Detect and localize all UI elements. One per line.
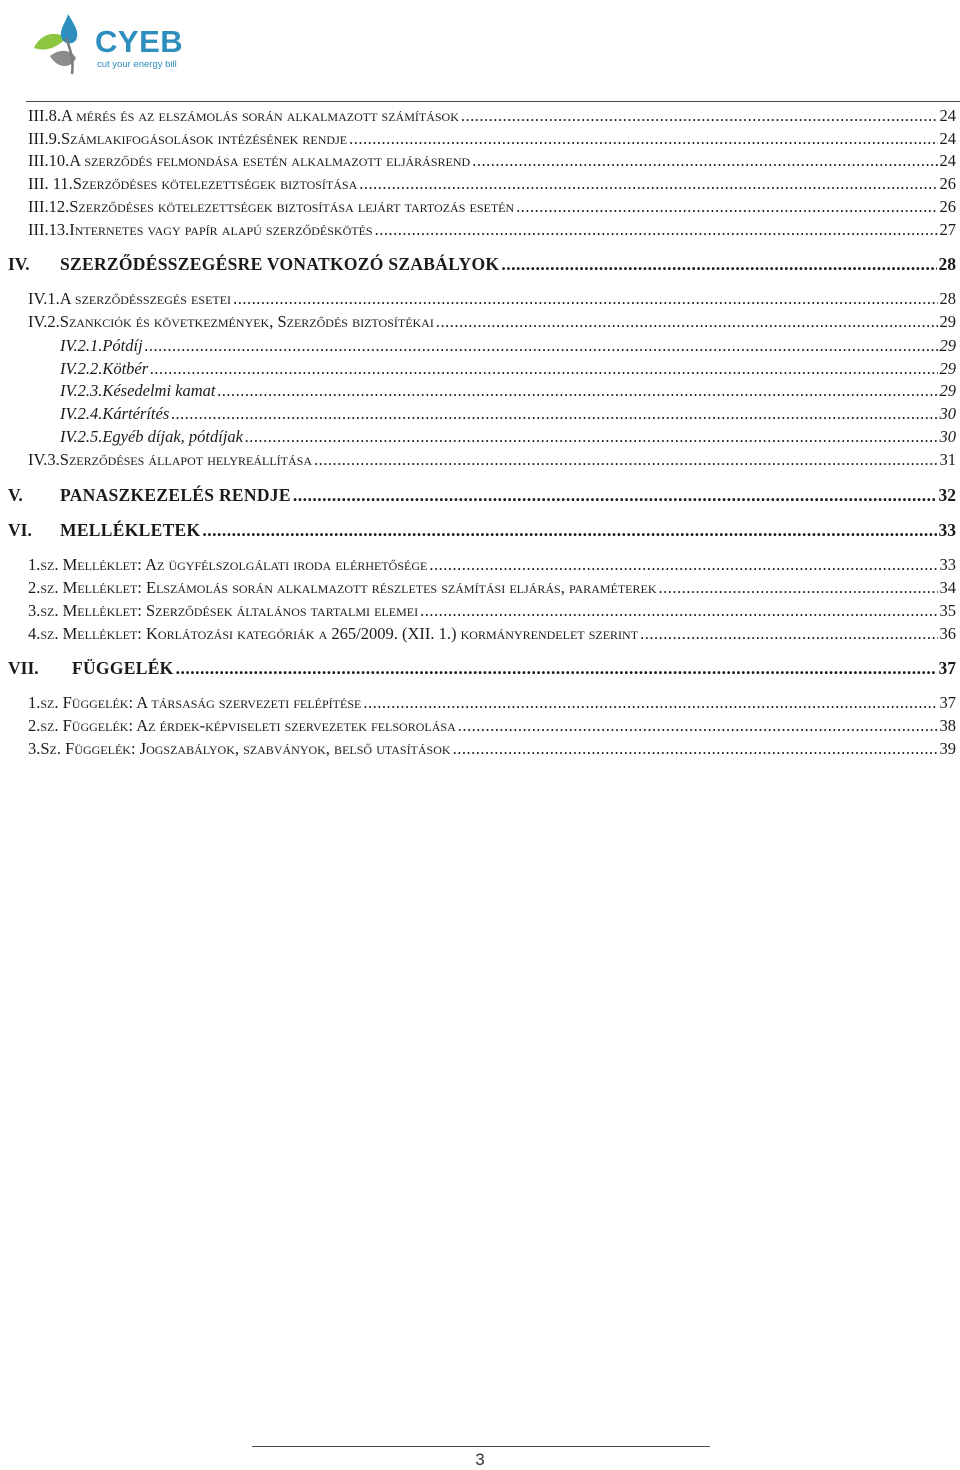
toc-entry-page: 33: [939, 555, 956, 574]
toc-entry[interactable]: [28, 151, 956, 171]
company-logo: [30, 8, 200, 78]
brand-name: CYEB: [95, 24, 184, 59]
brand-tagline: cut your energy bill: [97, 59, 177, 70]
toc-entry-number: IV.3.: [28, 450, 60, 469]
toc-entry-number: IV.2.: [28, 312, 60, 331]
toc-entry-title: PANASZKEZELÉS RENDJE: [60, 485, 291, 505]
toc-entry-number: IV.2.5.: [60, 427, 103, 446]
toc-entry-number: IV.2.2.: [60, 359, 103, 378]
toc-entry-title: Egyéb díjak, pótdíjak: [102, 427, 243, 446]
toc-entry-title: sz. Függelék: Az érdek-képviseleti szervezetek felsorolása: [40, 716, 456, 735]
toc-leader-dots: [150, 359, 937, 379]
toc-entry[interactable]: [60, 404, 956, 424]
toc-entry[interactable]: [28, 220, 956, 240]
toc-entry-page: 35: [939, 601, 956, 620]
toc-entry[interactable]: [60, 381, 956, 401]
toc-leader-dots: [420, 601, 937, 621]
toc-leader-dots: [461, 106, 938, 126]
toc-entry-number: III. 11.: [28, 174, 73, 193]
toc-entry-page: 37: [938, 658, 956, 678]
toc-leader-dots: [375, 220, 938, 240]
toc-entry-number: 3.: [28, 601, 41, 620]
toc-entry-page: 29: [939, 336, 956, 355]
toc-entry-number: 4.: [28, 624, 41, 643]
toc-leader-dots: [349, 129, 937, 149]
toc-entry-title: A szerződésszegés esetei: [59, 289, 232, 308]
toc-leader-dots: [293, 485, 937, 506]
toc-entry[interactable]: [28, 601, 956, 621]
toc-entry[interactable]: [28, 106, 956, 126]
toc-entry[interactable]: [8, 658, 956, 679]
toc-entry-page: 33: [938, 520, 956, 540]
toc-leader-dots: [218, 381, 938, 401]
toc-entry-number: 1.: [28, 555, 41, 574]
toc-leader-dots: [472, 151, 937, 171]
toc-entry-title: sz. Melléklet: Az ügyfélszolgálati iroda elérhetősége: [40, 555, 428, 574]
header-divider: [26, 101, 960, 102]
toc-entry-page: 28: [939, 289, 956, 308]
toc-entry-title: Pótdíj: [102, 336, 143, 355]
toc-entry-page: 26: [939, 197, 956, 216]
toc-entry[interactable]: [8, 485, 956, 506]
toc-leader-dots: [245, 427, 938, 447]
toc-entry-title: Kötbér: [102, 359, 149, 378]
toc-entry-number: VI.: [8, 520, 32, 540]
toc-entry-page: 24: [939, 106, 956, 125]
toc-entry[interactable]: [28, 555, 956, 575]
toc-entry-title: sz. Függelék: A társaság szervezeti felépítése: [40, 693, 362, 712]
toc-entry[interactable]: [28, 129, 956, 149]
toc-entry-title: A mérés és az elszámolás során alkalmazott számítások: [60, 106, 459, 125]
toc-entry-number: III.13.: [28, 220, 70, 239]
toc-entry-title: Szerződéses kötelezettségek biztosítása: [72, 174, 358, 193]
toc-entry[interactable]: [28, 197, 956, 217]
toc-entry-title: MELLÉKLETEK: [60, 520, 201, 540]
toc-entry-page: 29: [939, 381, 956, 400]
toc-entry-number: 3.: [28, 739, 41, 758]
toc-entry[interactable]: [28, 174, 956, 194]
leaf-drop-icon: [30, 8, 100, 78]
toc-entry-number: III.8.: [28, 106, 61, 125]
toc-leader-dots: [233, 289, 937, 309]
toc-entry-title: A szerződés felmondása esetén alkalmazott eljárásrend: [69, 151, 471, 170]
toc-leader-dots: [516, 197, 937, 217]
toc-entry-page: 27: [939, 220, 956, 239]
toc-entry-page: 29: [939, 312, 956, 331]
toc-entry-number: IV.: [8, 254, 30, 274]
toc-entry-page: 24: [939, 129, 956, 148]
toc-entry-page: 29: [939, 359, 956, 378]
toc-leader-dots: [359, 174, 937, 194]
toc-leader-dots: [202, 520, 936, 541]
toc-entry-number: IV.2.3.: [60, 381, 103, 400]
toc-entry-number: IV.1.: [28, 289, 60, 308]
toc-entry-number: III.9.: [28, 129, 61, 148]
toc-entry-title: FÜGGELÉK: [72, 658, 174, 678]
toc-leader-dots: [458, 716, 938, 736]
toc-entry[interactable]: [28, 624, 956, 644]
toc-entry-title: Sz. Függelék: Jogszabályok, szabványok, belső utasítások: [40, 739, 451, 758]
toc-leader-dots: [363, 693, 937, 713]
toc-leader-dots: [145, 336, 938, 356]
toc-entry-title: Számlakifogásolások intézésének rendje: [60, 129, 348, 148]
toc-entry-page: 37: [939, 693, 956, 712]
toc-entry[interactable]: [28, 693, 956, 713]
toc-leader-dots: [171, 404, 937, 424]
toc-entry[interactable]: [28, 716, 956, 736]
toc-entry-page: 30: [939, 427, 956, 446]
toc-leader-dots: [659, 578, 938, 598]
toc-entry-page: 28: [938, 254, 956, 274]
toc-entry[interactable]: [28, 312, 956, 332]
toc-entry-number: VII.: [8, 658, 39, 678]
toc-entry-number: V.: [8, 485, 23, 505]
toc-entry[interactable]: [28, 450, 956, 470]
toc-entry-number: 1.: [28, 693, 41, 712]
toc-entry-page: 32: [938, 485, 956, 505]
toc-entry-page: 36: [939, 624, 956, 643]
toc-entry-number: 2.: [28, 578, 41, 597]
toc-entry-number: III.12.: [28, 197, 70, 216]
toc-entry-title: sz. Melléklet: Korlátozási kategóriák a 265/2009. (XII. 1.) kormányrendelet szerint: [40, 624, 639, 643]
toc-entry-number: IV.2.4.: [60, 404, 103, 423]
toc-entry[interactable]: [60, 427, 956, 447]
toc-entry-page: 24: [939, 151, 956, 170]
toc-entry-page: 38: [939, 716, 956, 735]
page-number: 3: [475, 1450, 485, 1469]
toc-entry-number: IV.2.1.: [60, 336, 103, 355]
toc-leader-dots: [314, 450, 937, 470]
toc-entry-page: 31: [939, 450, 956, 469]
toc-entry-page: 39: [939, 739, 956, 758]
toc-entry-title: Internetes vagy papír alapú szerződéskötés: [69, 220, 373, 239]
toc-entry-title: Szerződéses kötelezettségek biztosítása lejárt tartozás esetén: [69, 197, 515, 216]
toc-entry[interactable]: [28, 578, 956, 598]
toc-entry[interactable]: [8, 254, 956, 275]
toc-leader-dots: [501, 254, 936, 275]
toc-leader-dots: [176, 658, 937, 679]
toc-entry-page: 30: [939, 404, 956, 423]
toc-entry-title: Szerződéses állapot helyreállítása: [59, 450, 313, 469]
toc-entry-title: Szankciók és következmények, Szerződés biztosítékai: [59, 312, 434, 331]
toc-entry-number: III.10.: [28, 151, 70, 170]
toc-entry[interactable]: [60, 336, 956, 356]
toc-entry-number: 2.: [28, 716, 41, 735]
toc-entry[interactable]: [28, 739, 956, 759]
toc-entry-title: sz. Melléklet: Elszámolás során alkalmazott részletes számítási eljárás, paraméterek: [40, 578, 657, 597]
footer-divider: [252, 1446, 710, 1447]
toc-entry-title: SZERZŐDÉSSZEGÉSRE VONATKOZÓ SZABÁLYOK: [60, 254, 500, 274]
toc-entry-title: Kártérítés: [102, 404, 170, 423]
toc-entry[interactable]: [28, 289, 956, 309]
toc-entry-title: sz. Melléklet: Szerződések általános tartalmi elemei: [40, 601, 419, 620]
toc-leader-dots: [436, 312, 938, 332]
toc-leader-dots: [453, 739, 938, 759]
toc-entry-page: 26: [939, 174, 956, 193]
toc-entry[interactable]: [60, 359, 956, 379]
toc-leader-dots: [640, 624, 937, 644]
toc-leader-dots: [429, 555, 937, 575]
toc-entry[interactable]: [8, 520, 956, 541]
toc-entry-title: Késedelmi kamat: [102, 381, 216, 400]
toc-entry-page: 34: [939, 578, 956, 597]
